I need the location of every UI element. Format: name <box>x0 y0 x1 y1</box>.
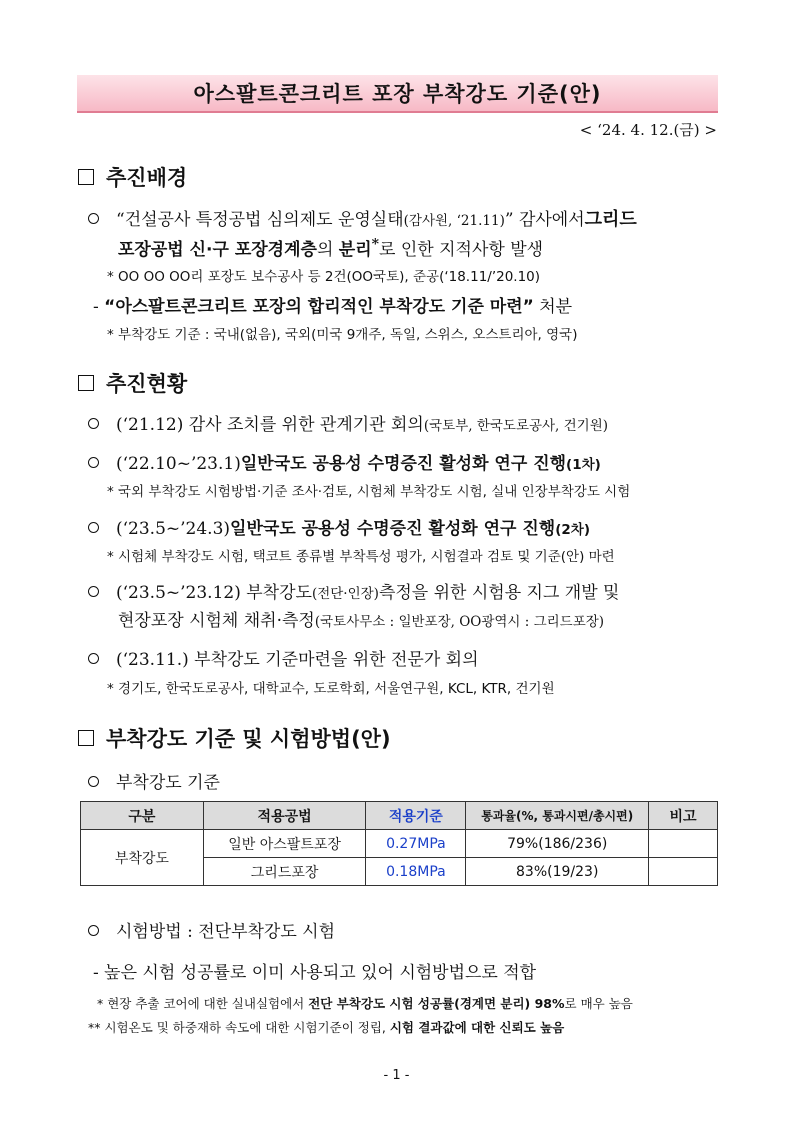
footnote <box>97 994 633 1012</box>
text: (‘21.12) 감사 조치를 위한 관계기관 회의 <box>116 415 424 435</box>
standard-table <box>80 801 718 886</box>
text: * 현장 추출 코어에 대한 실내실험에서 <box>97 996 309 1011</box>
text: 측정을 위한 시험용 지그 개발 및 <box>378 583 620 603</box>
text: 분리 <box>338 240 372 260</box>
table-cell-method: 일반 아스팔트포장 <box>203 830 366 858</box>
list-item <box>88 917 335 942</box>
text: (‘23.5~’23.12) 부착강도 <box>116 583 312 603</box>
text: (국토부, 한국도로공사, 건기원) <box>423 418 609 434</box>
text: ** 시험온도 및 하중재하 속도에 대한 시험기준이 정립, <box>88 1020 390 1035</box>
table-cell-category: 부착강도 <box>81 830 204 886</box>
list-item-continuation <box>118 235 543 260</box>
circle-bullet-icon <box>88 586 99 597</box>
list-item <box>88 768 220 793</box>
text: ” 감사에서 <box>504 210 585 230</box>
circle-bullet-icon <box>88 653 99 664</box>
table-cell-note <box>649 830 718 858</box>
circle-bullet-icon <box>88 776 99 787</box>
table-header-cell: 비고 <box>649 802 718 830</box>
text: 포장공법 신·구 포장경계층 <box>118 240 317 260</box>
text: (국토사무소 : 일반포장, OO광역시 : 그리드포장) <box>314 614 605 630</box>
list-item <box>88 578 619 603</box>
document-date: < ‘24. 4. 12.(금) > <box>579 121 717 139</box>
table-cell-pass: 83%(19/23) <box>466 858 649 886</box>
footnote: * OO OO OO리 포장도 보수공사 등 2건(OO국토), 준공(‘18.11/’20.10) <box>107 269 541 285</box>
table-cell-pass: 79%(186/236) <box>466 830 649 858</box>
section-title: 부착강도 기준 및 시험방법(안) <box>106 727 391 751</box>
list-item <box>88 205 637 231</box>
table-cell-method: 그리드포장 <box>203 858 366 886</box>
footnote: * 국외 부착강도 시험방법·기준 조사·검토, 시험체 부착강도 시험, 실내 인장부착강도 시험 <box>107 484 631 500</box>
list-item <box>88 449 601 474</box>
text: 처분 <box>533 297 573 317</box>
footnote: * 시험체 부착강도 시험, 택코트 종류별 부착특성 평가, 시험결과 검토 및 기준(안) 마련 <box>107 549 615 565</box>
text: (‘23.5~’24.3) <box>116 519 231 539</box>
text: 일반국도 공용성 수명증진 활성화 연구 진행 <box>240 454 567 474</box>
text: * <box>371 236 380 253</box>
section-heading-standard <box>78 723 391 753</box>
table-cell-note <box>649 858 718 886</box>
table-cell-standard: 0.27MPa <box>366 830 466 858</box>
circle-bullet-icon <box>88 213 99 224</box>
footnote: * 부착강도 기준 : 국내(없음), 국외(미국 9개주, 독일, 스위스, 오스트리아, 영국) <box>107 327 578 343</box>
circle-bullet-icon <box>88 457 99 468</box>
text: (‘23.11.) 부착강도 기준마련을 위한 전문가 회의 <box>116 650 479 670</box>
circle-bullet-icon <box>88 418 99 429</box>
text: 그리드 <box>584 209 637 230</box>
text: 로 인한 지적사항 발생 <box>379 240 544 260</box>
text: 현장포장 시험체 채취·측정 <box>118 611 315 631</box>
text: (전단·인장) <box>311 586 379 602</box>
list-item <box>88 645 479 670</box>
table-header-cell: 적용기준 <box>366 802 466 830</box>
section-heading-background <box>78 162 187 192</box>
footnote: * 경기도, 한국도로공사, 대학교수, 도로학회, 서울연구원, KCL, KTR, 건기원 <box>107 681 555 697</box>
dash-item <box>93 292 572 317</box>
text: “건설공사 특정공법 심의제도 운영실태 <box>116 210 404 230</box>
text: (‘22.10~’23.1) <box>116 454 241 474</box>
square-bullet-icon <box>78 169 94 185</box>
table-header-cell: 통과율(%, 통과시편/총시편) <box>466 802 649 830</box>
text: (1차) <box>566 457 601 473</box>
footnote <box>88 1018 564 1036</box>
table-header-row <box>81 802 718 830</box>
circle-bullet-icon <box>88 925 99 936</box>
text: 일반국도 공용성 수명증진 활성화 연구 진행 <box>230 519 556 539</box>
text: 의 <box>316 240 339 260</box>
section-heading-status <box>78 368 187 398</box>
text: “아스팔트콘크리트 포장의 합리적인 부착강도 기준 마련” <box>104 297 534 317</box>
table-header-cell: 적용공법 <box>203 802 366 830</box>
table-row <box>81 830 718 858</box>
text: (감사원, ‘21.11) <box>403 213 505 229</box>
text: 시험 결과값에 대한 신뢰도 높음 <box>389 1020 565 1035</box>
list-item-continuation <box>118 606 604 631</box>
dash-item: - 높은 시험 성공률로 이미 사용되고 있어 시험방법으로 적합 <box>93 963 537 983</box>
table-header-cell: 구분 <box>81 802 204 830</box>
section-title: 추진현황 <box>106 372 188 396</box>
text: 부착강도 기준 <box>116 773 220 793</box>
text: 로 매우 높음 <box>564 996 633 1011</box>
text: (2차) <box>555 522 591 538</box>
square-bullet-icon <box>78 375 94 391</box>
circle-bullet-icon <box>88 522 99 533</box>
list-item <box>88 410 608 435</box>
list-item <box>88 514 590 539</box>
section-title: 추진배경 <box>106 166 188 190</box>
document-title: 아스팔트콘크리트 포장 부착강도 기준(안) <box>77 75 718 113</box>
text: 전단 부착강도 시험 성공률(경계면 분리) 98% <box>308 996 565 1011</box>
text: - <box>93 297 105 317</box>
table-cell-standard: 0.18MPa <box>366 858 466 886</box>
square-bullet-icon <box>78 730 94 746</box>
page-number: - 1 - <box>383 1068 410 1083</box>
text: 시험방법 : 전단부착강도 시험 <box>116 922 336 942</box>
